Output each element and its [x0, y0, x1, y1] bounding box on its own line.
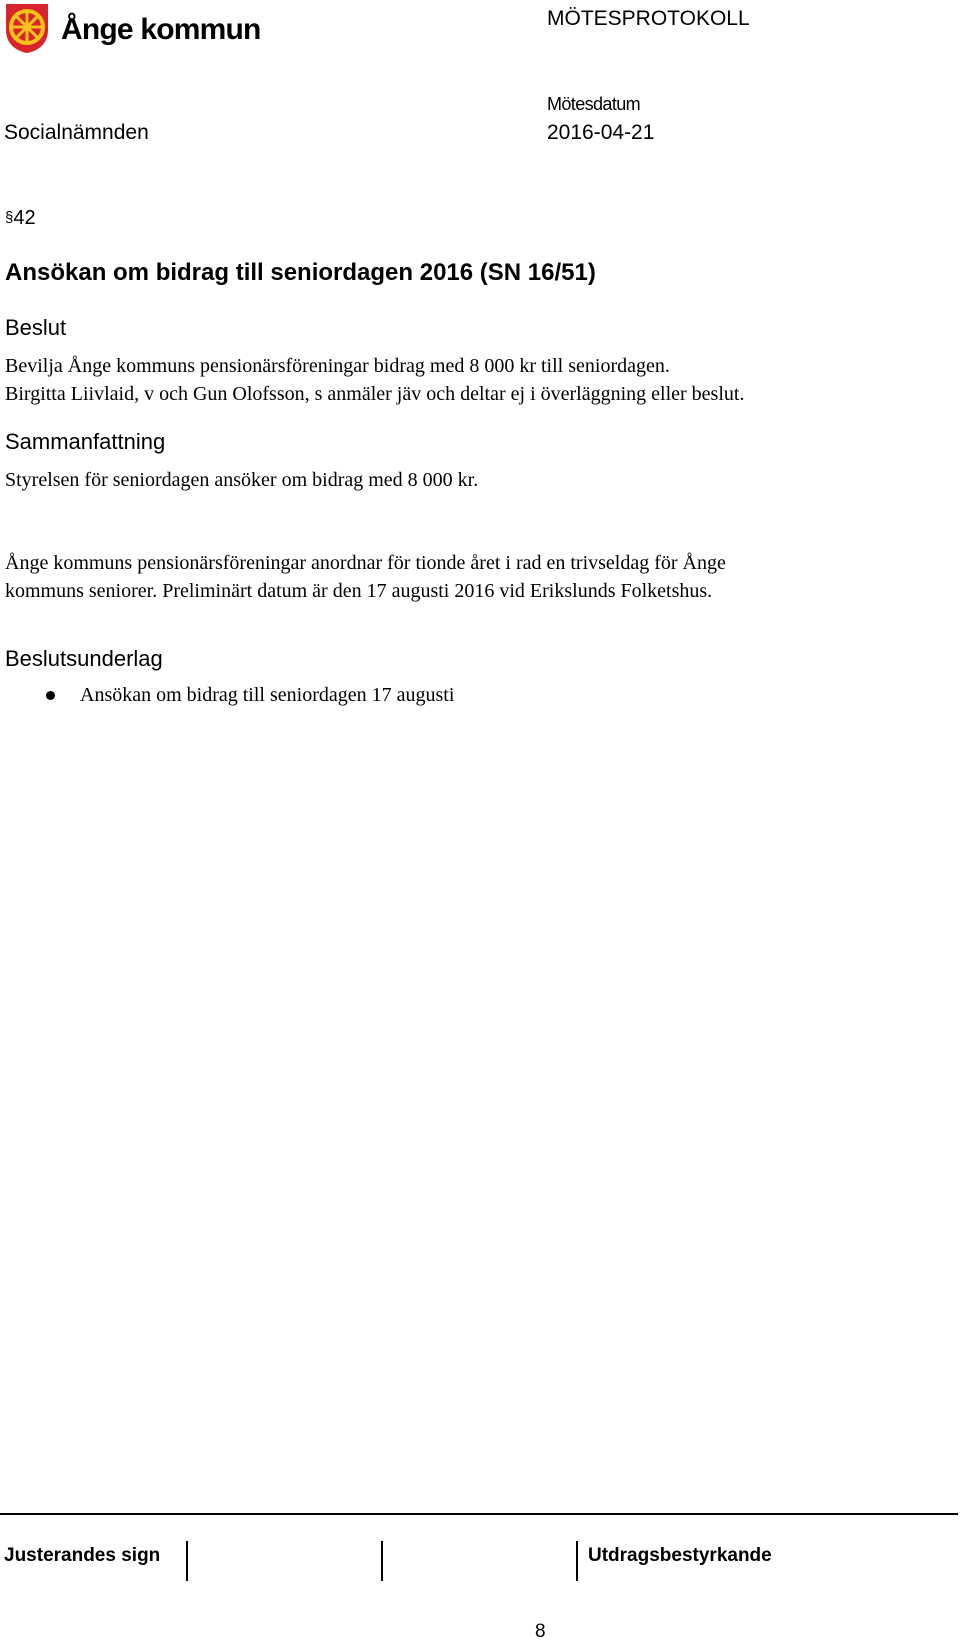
section-sign: § — [5, 209, 14, 226]
basis-list-item: Ansökan om bidrag till seniordagen 17 augusti — [80, 684, 455, 706]
logo — [4, 2, 261, 54]
decision-heading: Beslut — [5, 315, 67, 340]
signature-box-divider — [186, 1541, 188, 1581]
bullet-icon — [46, 691, 55, 700]
section-number-value: 42 — [13, 207, 36, 229]
decision-line: Bevilja Ånge kommuns pensionärsföreningar bidrag med 8 000 kr till seniordagen. — [5, 355, 670, 377]
basis-heading: Beslutsunderlag — [5, 646, 163, 671]
ange-kommun-coat-of-arms-icon — [4, 2, 50, 54]
signature-label: Justerandes sign — [4, 1545, 161, 1566]
signature-box-divider — [576, 1541, 578, 1581]
meeting-date: 2016-04-21 — [547, 121, 655, 144]
item-title: Ansökan om bidrag till seniordagen 2016 (SN 16/51) — [5, 259, 596, 286]
summary-line: Styrelsen för seniordagen ansöker om bidrag med 8 000 kr. — [5, 469, 479, 491]
signature-box-divider — [381, 1541, 383, 1581]
meeting-date-label: Mötesdatum — [547, 94, 641, 114]
summary-line: Ånge kommuns pensionärsföreningar anordnar för tionde året i rad en trivseldag för Ånge — [5, 552, 726, 574]
committee-name: Socialnämnden — [4, 121, 149, 144]
extract-certification-label: Utdragsbestyrkande — [588, 1545, 772, 1566]
section-number — [5, 207, 36, 230]
footer-divider — [0, 1513, 958, 1515]
summary-heading: Sammanfattning — [5, 429, 166, 454]
document-type: MÖTESPROTOKOLL — [547, 7, 750, 30]
decision-line: Birgitta Liivlaid, v och Gun Olofsson, s anmäler jäv och deltar ej i överläggning eller beslut. — [5, 383, 745, 405]
page-number: 8 — [535, 1621, 546, 1642]
logo-text: Ånge kommun — [61, 13, 261, 46]
summary-line: kommuns seniorer. Preliminärt datum är den 17 augusti 2016 vid Erikslunds Folketshus. — [5, 580, 713, 602]
